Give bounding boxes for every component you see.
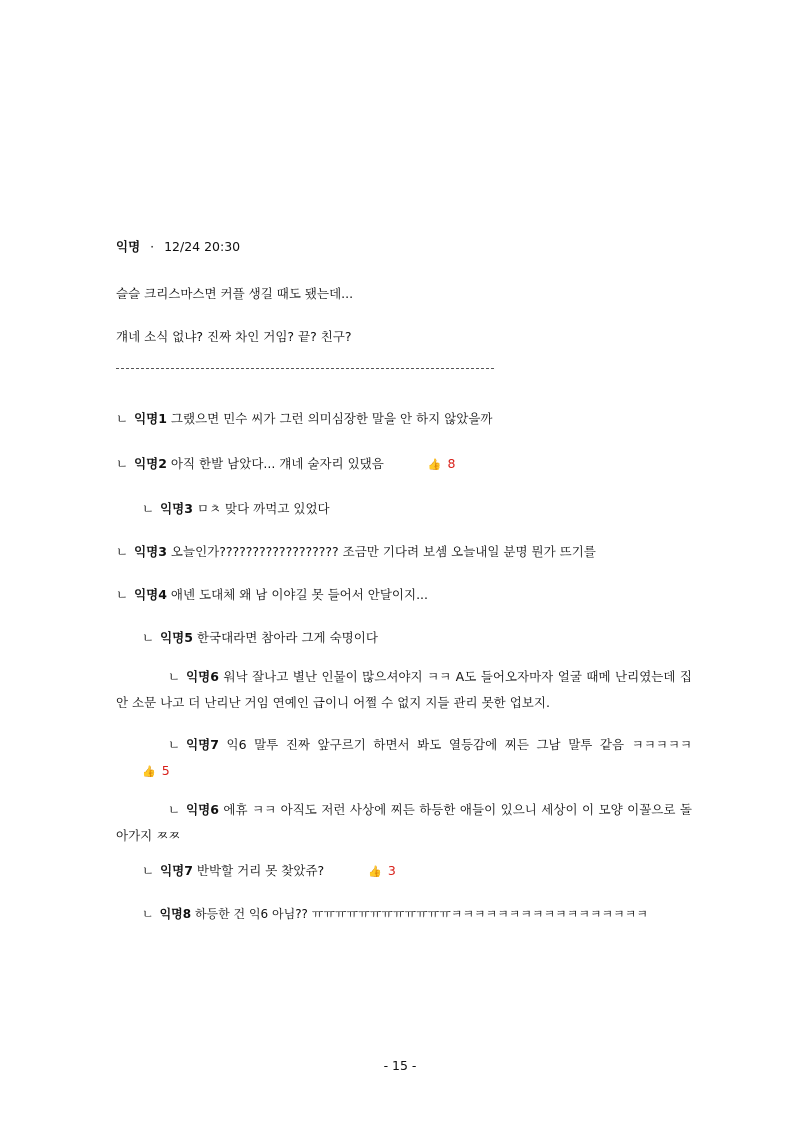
comment-1 <box>116 410 493 428</box>
thumbs-up-icon: 👍 <box>368 865 382 878</box>
comment-author: 익명5 <box>160 630 193 645</box>
comment-5 <box>116 586 428 604</box>
comment-author: 익명7 <box>186 737 219 752</box>
comment-3 <box>142 500 330 518</box>
comment-text: 하등한 건 익6 아님?? ㅠㅠㅠㅠㅠㅠㅠㅠㅠㅠㅠㅠㅋㅋㅋㅋㅋㅋㅋㅋㅋㅋㅋㅋㅋㅋㅋㅋㅋ <box>194 907 648 921</box>
reply-marker: ㄴ <box>116 587 129 602</box>
post-author: 익명 <box>116 239 141 254</box>
comment-10 <box>142 862 396 881</box>
comment-4 <box>116 543 596 561</box>
thumbs-up-icon: 👍 <box>142 765 156 778</box>
comment-text: 아직 한발 남았다... 걔네 술자리 있댔음 <box>170 456 384 471</box>
comment-text: 워낙 잘나고 별난 인물이 많으셔야지 ㅋㅋ A도 들어오자마자 얼굴 때메 난리였는데 집 안 소문 나고 더 난리난 거임 연예인 급이니 어쩔 수 없지 지들 관리 못한 업보지. <box>116 669 692 710</box>
comment-text: 한국대라면 참아라 그게 숙명이다 <box>196 630 378 645</box>
post-header <box>116 238 240 256</box>
comment-author: 익명6 <box>186 669 219 684</box>
reply-marker: ㄴ <box>168 669 181 684</box>
reply-marker: ㄴ <box>142 863 155 878</box>
comment-7 <box>116 664 692 716</box>
comment-text: 에휴 ㅋㅋ 아직도 저런 사상에 찌든 하등한 애들이 있으니 세상이 이 모양 이꼴으로 돌아가지 ㅉㅉ <box>116 802 692 843</box>
comment-author: 익명6 <box>186 802 219 817</box>
comment-author: 익명3 <box>134 544 167 559</box>
comment-author: 익명8 <box>159 907 192 921</box>
comment-text: 익6 말투 진짜 앞구르기 하면서 봐도 열등감에 찌든 그남 말투 같음 ㅋㅋㅋㅋㅋ <box>226 737 692 752</box>
comment-text: 애넨 도대체 왜 남 이야길 못 들어서 안달이지... <box>170 587 429 602</box>
comment-author: 익명2 <box>134 456 167 471</box>
comment-9 <box>116 797 692 849</box>
reply-marker: ㄴ <box>142 907 154 921</box>
post-datetime: 12/24 20:30 <box>164 239 241 254</box>
reply-marker: ㄴ <box>142 630 155 645</box>
reply-marker: ㄴ <box>168 802 181 817</box>
comment-text: ㅁㅊ 맞다 까먹고 있었다 <box>196 501 330 516</box>
page-number: - 15 - <box>383 1058 417 1073</box>
comment-11 <box>142 905 648 923</box>
post-body-line-2: 걔네 소식 없냐? 진짜 차인 거임? 끝? 친구? <box>116 329 352 344</box>
comment-author: 익명7 <box>160 863 193 878</box>
comment-text: 그랬으면 민수 씨가 그런 의미심장한 말을 안 하지 않았을까 <box>170 411 493 426</box>
comment-8 <box>116 732 692 785</box>
reply-marker: ㄴ <box>116 411 129 426</box>
like-count: 👍 3 <box>368 863 396 878</box>
reply-marker: ㄴ <box>142 501 155 516</box>
reply-marker: ㄴ <box>168 737 181 752</box>
reply-marker: ㄴ <box>116 544 129 559</box>
document-page <box>116 0 692 1131</box>
comment-text: 오늘인가?????????????????? 조금만 기다려 보셈 오늘내일 분명 뭔가 뜨기를 <box>170 544 596 559</box>
comment-2 <box>116 455 455 474</box>
comment-author: 익명1 <box>134 411 167 426</box>
reply-marker: ㄴ <box>116 456 129 471</box>
post-body-line-1: 슬슬 크리스마스면 커플 생길 때도 됐는데... <box>116 286 354 301</box>
thumbs-up-icon: 👍 <box>427 458 442 471</box>
post-separator: · <box>150 239 155 254</box>
section-divider <box>116 368 494 369</box>
like-count: 👍 5 <box>142 763 170 778</box>
comment-6 <box>142 629 378 647</box>
comment-author: 익명3 <box>160 501 193 516</box>
comment-author: 익명4 <box>134 587 167 602</box>
comment-text: 반박할 거리 못 찾았쥬? <box>196 863 325 878</box>
like-count: 👍 8 <box>427 456 456 471</box>
